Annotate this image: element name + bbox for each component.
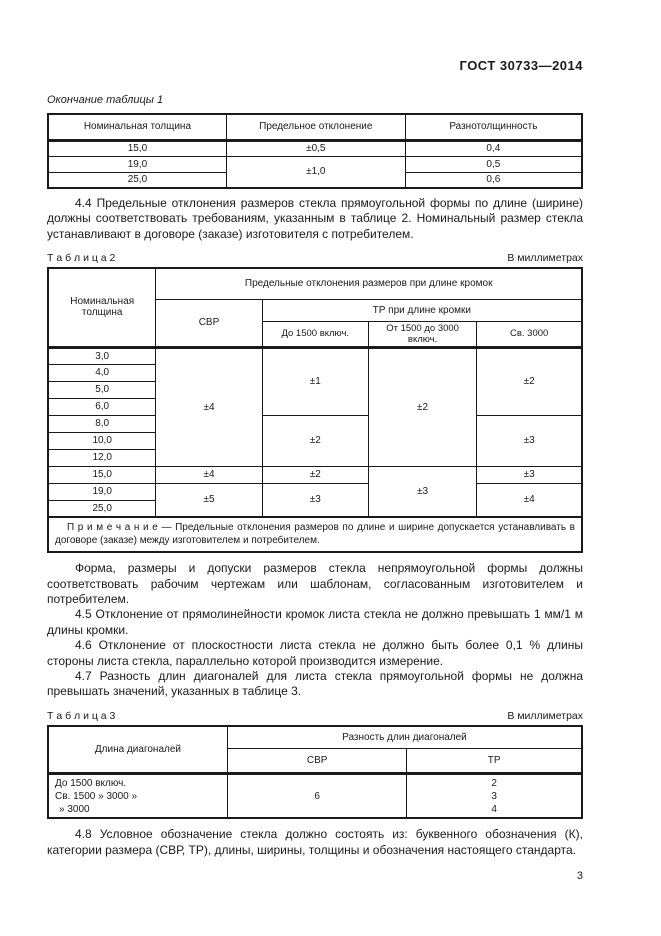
table-cell: ±2 [262,466,368,483]
paragraph-4-5: 4.5 Отклонение от прямолинейности кромок листа стекла не должно превышать 1 мм/1 м длины кромки. [47,607,583,637]
table-cell: ±1 [262,347,368,415]
table-3-label: Т а б л и ц а 3 [47,709,116,722]
table-cell: 3,0 [48,347,156,364]
table-cell: 0,6 [405,172,582,188]
table-cell: ±4 [156,466,262,483]
t2-header-tr-over3000: Св. 3000 [477,321,582,347]
paragraph-4-6: 4.6 Отклонение от плоскостности листа стекла не должно быть более 0,1 % длины стороны листа стекла, параллельно которой производится измерение. [47,638,583,668]
table-cell-line: 2 [491,777,497,789]
table-cell: 6,0 [48,398,156,415]
table-3-units: В миллиметрах [507,709,583,722]
table-cell: ±2 [368,347,476,466]
table-cell-line: Св. 1500 » 3000 » [55,791,138,803]
table-cell-line: » 3000 [59,804,90,816]
t3-diag-ranges [48,774,227,819]
t2-header-svr: СВР [156,299,262,347]
table-cell: 4,0 [48,364,156,381]
table-cell: 15,0 [48,140,226,156]
table-cell: 19,0 [48,483,156,500]
table-cell: ±1,0 [226,156,405,188]
t3-header-svr: СВР [227,749,406,774]
table-cell: 25,0 [48,172,226,188]
t1-header-deviation: Предельное отклонение [226,114,405,140]
table-cell-line: До 1500 включ. [55,778,127,790]
t2-header-deviations: Предельные отклонения размеров при длине кромок [156,268,582,299]
t1-header-thickness: Номинальная толщина [48,114,226,140]
table-cell: ±5 [156,483,262,517]
table-3 [47,725,583,820]
t1-header-thickness-diff: Разнотолщинность [405,114,582,140]
t3-header-diag-diff: Разность длин диагоналей [227,726,582,749]
table-cell: ±2 [477,347,582,415]
table-cell: ±0,5 [226,140,405,156]
table-cell: 12,0 [48,449,156,466]
t2-note: П р и м е ч а н и е — Предельные отклонения размеров по длине и ширине допускается устанавливать в договоре (заказе) между изготовителем и потребителем. [48,517,582,552]
table-cell: ±4 [477,483,582,517]
paragraph-4-7: 4.7 Разность длин диагоналей для листа стекла прямоугольной формы не должна превышать значений, указанных в таблице 3. [47,669,583,699]
table-cell: 19,0 [48,156,226,172]
t3-tr-values [407,774,582,819]
paragraph-form: Форма, размеры и допуски размеров стекла непрямоугольной формы должны соответствовать рабочим чертежам или шаблонам, согласованным изготовителем и потребителем. [47,561,583,607]
table-2-units: В миллиметрах [507,252,583,265]
table1-continuation-caption: Окончание таблицы 1 [47,94,164,106]
table-cell: ±2 [262,415,368,466]
table-cell: 5,0 [48,381,156,398]
t3-header-tr: ТР [407,749,582,774]
t2-header-thickness: Номинальная толщина [48,268,156,347]
paragraph-4-8: 4.8 Условное обозначение стекла должно состоять из: буквенного обозначения (К), категории размера (СВР, ТР), длины, ширины, толщины и обозначения настоящего стандарта. [47,827,583,857]
table-cell: 8,0 [48,415,156,432]
table-2-label: Т а б л и ц а 2 [47,252,116,265]
table-cell: 0,5 [405,156,582,172]
table-2 [47,267,583,553]
t3-header-diag-length: Длина диагоналей [48,726,227,774]
table-cell-line: 3 [491,790,497,802]
table-cell-line: 4 [491,803,497,815]
t2-header-tr: ТР при длине кромки [262,299,582,321]
page-number: 3 [576,870,583,883]
table-cell: ±3 [477,415,582,466]
t2-header-tr-1500to3000: От 1500 до 3000 включ. [368,321,476,347]
table-cell: ±4 [156,347,262,466]
table-cell: ±3 [368,466,476,517]
doc-number: ГОСТ 30733—2014 [459,58,583,73]
table-cell: 15,0 [48,466,156,483]
paragraph-4-4: 4.4 Предельные отклонения размеров стекла прямоугольной формы по длине (ширине) должны соответствовать требованиям, указанным в таблице 2. Номинальный размер стекла устанавливают в договоре (заказе) изготовителя с потребителем. [47,196,583,241]
table-cell: ±3 [477,466,582,483]
table-cell: 6 [227,774,406,819]
table-cell: 25,0 [48,500,156,517]
table-cell: 10,0 [48,432,156,449]
table-1-end [47,113,583,189]
table-cell: ±3 [262,483,368,517]
t2-header-tr-to1500: До 1500 включ. [262,321,368,347]
table-cell: 0,4 [405,140,582,156]
